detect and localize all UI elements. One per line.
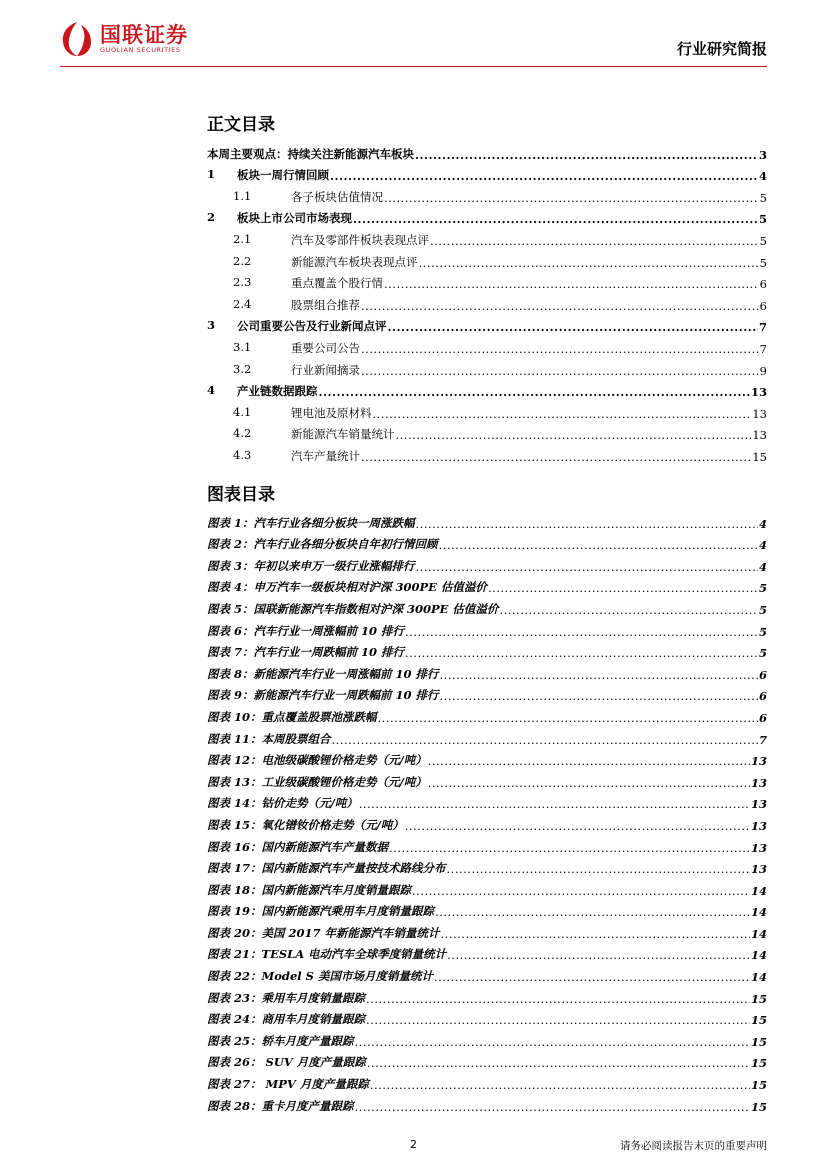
dot-leader <box>441 927 750 941</box>
toc-entry[interactable] <box>207 334 767 356</box>
toc-entry-label: 板块一周行情回顾 <box>237 168 329 183</box>
toc-entry-page: 13 <box>750 385 767 400</box>
toc-entry-label: 股票组合推荐 <box>291 297 360 312</box>
figure-entry-label: 图表 12：电池级碳酸锂价格走势（元/吨） <box>207 753 427 768</box>
figure-entry-label: 图表 6：汽车行业一周涨幅前 10 排行 <box>207 623 405 638</box>
toc-entry-label: 重点覆盖个股行情 <box>291 276 383 291</box>
figure-entry-page: 15 <box>750 1013 767 1028</box>
figure-entry[interactable] <box>207 595 767 617</box>
dot-leader <box>370 1078 750 1092</box>
toc-entry-page: 5 <box>759 190 767 205</box>
dot-leader <box>366 992 750 1006</box>
dot-leader <box>405 819 750 833</box>
figure-entry-page: 14 <box>750 905 767 920</box>
toc-title: 正文目录 <box>207 115 275 135</box>
figure-entry-page: 13 <box>750 818 767 833</box>
dot-leader <box>388 320 758 334</box>
dot-leader <box>428 754 750 768</box>
dot-leader <box>440 689 758 703</box>
toc-entry-number: 2.3 <box>233 275 252 290</box>
dot-leader <box>355 1100 750 1114</box>
figure-entry-page: 5 <box>758 646 767 661</box>
figure-entry[interactable] <box>207 639 767 661</box>
toc-entry-label: 新能源汽车板块表现点评 <box>291 254 418 269</box>
guolian-logo-icon <box>60 20 94 58</box>
toc-entry-page: 6 <box>759 277 767 292</box>
table-of-contents <box>207 140 767 464</box>
dot-leader <box>373 407 752 421</box>
toc-entry-page: 9 <box>759 363 767 378</box>
figure-entry[interactable] <box>207 703 767 725</box>
dot-leader <box>367 1056 750 1070</box>
toc-entry-label: 板块上市公司市场表现 <box>237 211 352 226</box>
toc-entry-page: 15 <box>752 449 767 464</box>
toc-entry-number: 1 <box>207 167 216 182</box>
figure-entry[interactable] <box>207 941 767 963</box>
dot-leader <box>361 364 759 378</box>
figure-entry-page: 14 <box>750 926 767 941</box>
toc-entry-number: 4.1 <box>233 404 252 419</box>
figure-entry[interactable] <box>207 1070 767 1092</box>
figure-entry-page: 5 <box>758 581 767 596</box>
toc-entry[interactable] <box>207 313 767 335</box>
toc-entry-page: 3 <box>758 147 767 162</box>
toc-entry-number: 2.4 <box>233 296 252 311</box>
figure-entry[interactable] <box>207 1027 767 1049</box>
figure-entry-label: 图表 9：新能源汽车行业一周跌幅前 10 排行 <box>207 688 439 703</box>
figure-entry-page: 14 <box>750 883 767 898</box>
toc-entry-page: 5 <box>758 212 767 227</box>
figure-entry-label: 图表 15：氧化镨钕价格走势（元/吨） <box>207 817 404 832</box>
figure-entry[interactable] <box>207 574 767 596</box>
toc-entry[interactable] <box>207 270 767 292</box>
figure-entry[interactable] <box>207 682 767 704</box>
toc-entry-number: 3 <box>207 318 216 333</box>
figure-entry[interactable] <box>207 509 767 531</box>
figure-entry[interactable] <box>207 768 767 790</box>
company-logo <box>60 20 188 58</box>
figure-entry[interactable] <box>207 725 767 747</box>
toc-entry[interactable] <box>207 183 767 205</box>
figure-entry[interactable] <box>207 855 767 877</box>
toc-entry-page: 4 <box>758 169 767 184</box>
dot-leader <box>355 1035 750 1049</box>
figure-entry-label: 图表 7：汽车行业一周跌幅前 10 排行 <box>207 645 405 660</box>
dot-leader <box>384 277 759 291</box>
figure-entry-label: 图表 20：美国 2017 年新能源汽车销量统计 <box>207 925 440 940</box>
toc-entry-page: 5 <box>759 233 767 248</box>
figure-entry[interactable] <box>207 747 767 769</box>
dot-leader <box>416 517 758 531</box>
toc-entry-page: 6 <box>759 298 767 313</box>
figure-entry[interactable] <box>207 1049 767 1071</box>
figure-list <box>207 509 767 1114</box>
figure-entry[interactable] <box>207 1092 767 1114</box>
figure-entry[interactable] <box>207 962 767 984</box>
figure-entry-label: 图表 18：国内新能源汽车月度销量跟踪 <box>207 882 412 897</box>
dot-leader <box>353 212 758 226</box>
toc-entry-label: 行业新闻摘录 <box>291 362 360 377</box>
toc-entry-number: 1.1 <box>233 188 252 203</box>
figure-entry-label: 图表 25：轿车月度产量跟踪 <box>207 1033 354 1048</box>
figure-entry[interactable] <box>207 876 767 898</box>
dot-leader <box>434 970 750 984</box>
toc-entry-label: 公司重要公告及行业新闻点评 <box>237 319 387 334</box>
toc-entry-number: 3.2 <box>233 361 252 376</box>
figure-entry-page: 4 <box>758 538 767 553</box>
figure-entry-label: 图表 28：重卡月度产量跟踪 <box>207 1098 354 1113</box>
dot-leader <box>361 450 751 464</box>
dot-leader <box>435 905 750 919</box>
figure-entry-page: 14 <box>750 970 767 985</box>
document-type: 行业研究简报 <box>676 40 767 58</box>
toc-entry-number: 3.1 <box>233 339 252 354</box>
dot-leader <box>440 668 758 682</box>
toc-entry[interactable] <box>207 356 767 378</box>
figure-entry[interactable] <box>207 617 767 639</box>
dot-leader <box>396 428 752 442</box>
toc-entry-page: 13 <box>752 428 767 443</box>
figure-entry-page: 4 <box>758 516 767 531</box>
toc-entry[interactable] <box>207 162 767 184</box>
dot-leader <box>439 538 758 552</box>
figure-entry-label: 图表 26： SUV 月度产量跟踪 <box>207 1055 366 1070</box>
figure-entry[interactable] <box>207 811 767 833</box>
figure-entry-label: 图表 3：年初以来申万一级行业涨幅排行 <box>207 558 415 573</box>
figure-entry-page: 14 <box>750 948 767 963</box>
figure-entry-label: 图表 10：重点覆盖股票池涨跌幅 <box>207 709 377 724</box>
figure-entry[interactable] <box>207 552 767 574</box>
toc-entry-page: 5 <box>759 255 767 270</box>
figure-entry-page: 15 <box>750 991 767 1006</box>
toc-entry-page: 7 <box>759 341 767 356</box>
header-divider <box>60 66 767 67</box>
toc-entry-label: 本周主要观点：持续关注新能源汽车板块 <box>207 146 414 161</box>
dot-leader <box>361 342 759 356</box>
figure-entry-label: 图表 11：本周股票组合 <box>207 731 331 746</box>
dot-leader <box>488 581 758 595</box>
toc-entry-label: 汽车及零部件板块表现点评 <box>291 232 429 247</box>
figure-entry-page: 13 <box>750 797 767 812</box>
figure-entry-label: 图表 27： MPV 月度产量跟踪 <box>207 1077 369 1092</box>
figure-entry-label: 图表 24：商用车月度销量跟踪 <box>207 1012 366 1027</box>
figure-entry[interactable] <box>207 984 767 1006</box>
logo-en-text: GUOLIAN SECURITIES <box>100 45 181 54</box>
toc-entry[interactable] <box>207 140 767 162</box>
figure-entry-page: 6 <box>758 667 767 682</box>
figure-entry-label: 图表 16：国内新能源汽车产量数据 <box>207 839 389 854</box>
figure-entry-label: 图表 22：Model S 美国市场月度销量统计 <box>207 969 433 984</box>
dot-leader <box>361 299 759 313</box>
figure-entry-page: 6 <box>758 710 767 725</box>
toc-entry-page: 13 <box>752 406 767 421</box>
figure-entry-label: 图表 5：国联新能源汽车指数相对沪深 300PE 估值溢价 <box>207 601 499 616</box>
dot-leader <box>405 625 758 639</box>
dot-leader <box>447 862 750 876</box>
figure-entry-label: 图表 17：国内新能源汽车产量按技术路线分布 <box>207 861 446 876</box>
toc-entry[interactable] <box>207 291 767 313</box>
figure-entry-label: 图表 14：钴价走势（元/吨） <box>207 796 358 811</box>
toc-entry-number: 4.2 <box>233 426 252 441</box>
page-header <box>0 0 827 90</box>
figure-entry-label: 图表 1：汽车行业各细分板块一周涨跌幅 <box>207 515 415 530</box>
figure-entry[interactable] <box>207 660 767 682</box>
toc-entry-number: 2 <box>207 210 216 225</box>
figure-entry-page: 15 <box>750 1099 767 1114</box>
figure-entry-label: 图表 13：工业级碳酸锂价格走势（元/吨） <box>207 774 427 789</box>
toc-entry-number: 2.1 <box>233 231 252 246</box>
figure-entry-page: 15 <box>750 1056 767 1071</box>
toc-entry[interactable] <box>207 248 767 270</box>
figure-entry-label: 图表 23：乘用车月度销量跟踪 <box>207 990 366 1005</box>
dot-leader <box>415 148 758 162</box>
figure-entry-page: 6 <box>758 689 767 704</box>
toc-entry-number: 4.3 <box>233 447 252 462</box>
dot-leader <box>447 948 750 962</box>
dot-leader <box>430 234 759 248</box>
figure-entry-label: 图表 19：国内新能源汽乘用车月度销量跟踪 <box>207 904 435 919</box>
dot-leader <box>405 646 758 660</box>
figure-entry-page: 13 <box>750 840 767 855</box>
logo-cn-text: 国联证券 <box>100 22 188 47</box>
figures-title: 图表目录 <box>207 485 275 505</box>
figure-entry[interactable] <box>207 1006 767 1028</box>
dot-leader <box>366 1013 750 1027</box>
toc-entry[interactable] <box>207 399 767 421</box>
figure-entry-page: 13 <box>750 862 767 877</box>
toc-entry[interactable] <box>207 442 767 464</box>
dot-leader <box>412 884 750 898</box>
toc-entry[interactable] <box>207 378 767 400</box>
figure-entry[interactable] <box>207 833 767 855</box>
disclaimer-note: 请务必阅读报告末页的重要声明 <box>620 1140 767 1152</box>
figure-entry-page: 5 <box>758 624 767 639</box>
toc-entry[interactable] <box>207 205 767 227</box>
toc-entry-number: 2.2 <box>233 253 252 268</box>
dot-leader <box>332 733 758 747</box>
toc-entry-page: 7 <box>758 320 767 335</box>
figure-entry-page: 15 <box>750 1034 767 1049</box>
dot-leader <box>416 560 758 574</box>
figure-entry-label: 图表 2：汽车行业各细分板块自年初行情回顾 <box>207 537 438 552</box>
figure-entry-page: 4 <box>758 559 767 574</box>
toc-entry-label: 产业链数据跟踪 <box>237 384 318 399</box>
figure-entry-page: 15 <box>750 1078 767 1093</box>
toc-entry-number: 4 <box>207 383 216 398</box>
dot-leader <box>419 256 759 270</box>
dot-leader <box>499 603 758 617</box>
figure-entry[interactable] <box>207 531 767 553</box>
figure-entry[interactable] <box>207 919 767 941</box>
figure-entry-label: 图表 8：新能源汽车行业一周涨幅前 10 排行 <box>207 666 439 681</box>
figure-entry[interactable] <box>207 898 767 920</box>
figure-entry-page: 5 <box>758 602 767 617</box>
page-number: 2 <box>410 1138 417 1151</box>
dot-leader <box>359 797 750 811</box>
toc-entry-label: 重要公司公告 <box>291 340 360 355</box>
toc-entry-label: 锂电池及原材料 <box>291 405 372 420</box>
toc-entry[interactable] <box>207 421 767 443</box>
figure-entry-page: 7 <box>758 732 767 747</box>
toc-entry-label: 汽车产量统计 <box>291 448 360 463</box>
dot-leader <box>330 169 758 183</box>
toc-entry-label: 新能源汽车销量统计 <box>291 427 395 442</box>
figure-entry-page: 13 <box>750 754 767 769</box>
dot-leader <box>384 191 759 205</box>
toc-entry[interactable] <box>207 226 767 248</box>
figure-entry-label: 图表 21：TESLA 电动汽车全球季度销量统计 <box>207 947 447 962</box>
dot-leader <box>428 776 750 790</box>
figure-entry-page: 13 <box>750 775 767 790</box>
toc-entry-label: 各子板块估值情况 <box>291 189 383 204</box>
figure-entry-label: 图表 4：申万汽车一级板块相对沪深 300PE 估值溢价 <box>207 580 487 595</box>
dot-leader <box>319 385 750 399</box>
dot-leader <box>378 711 758 725</box>
figure-entry[interactable] <box>207 790 767 812</box>
dot-leader <box>389 841 750 855</box>
